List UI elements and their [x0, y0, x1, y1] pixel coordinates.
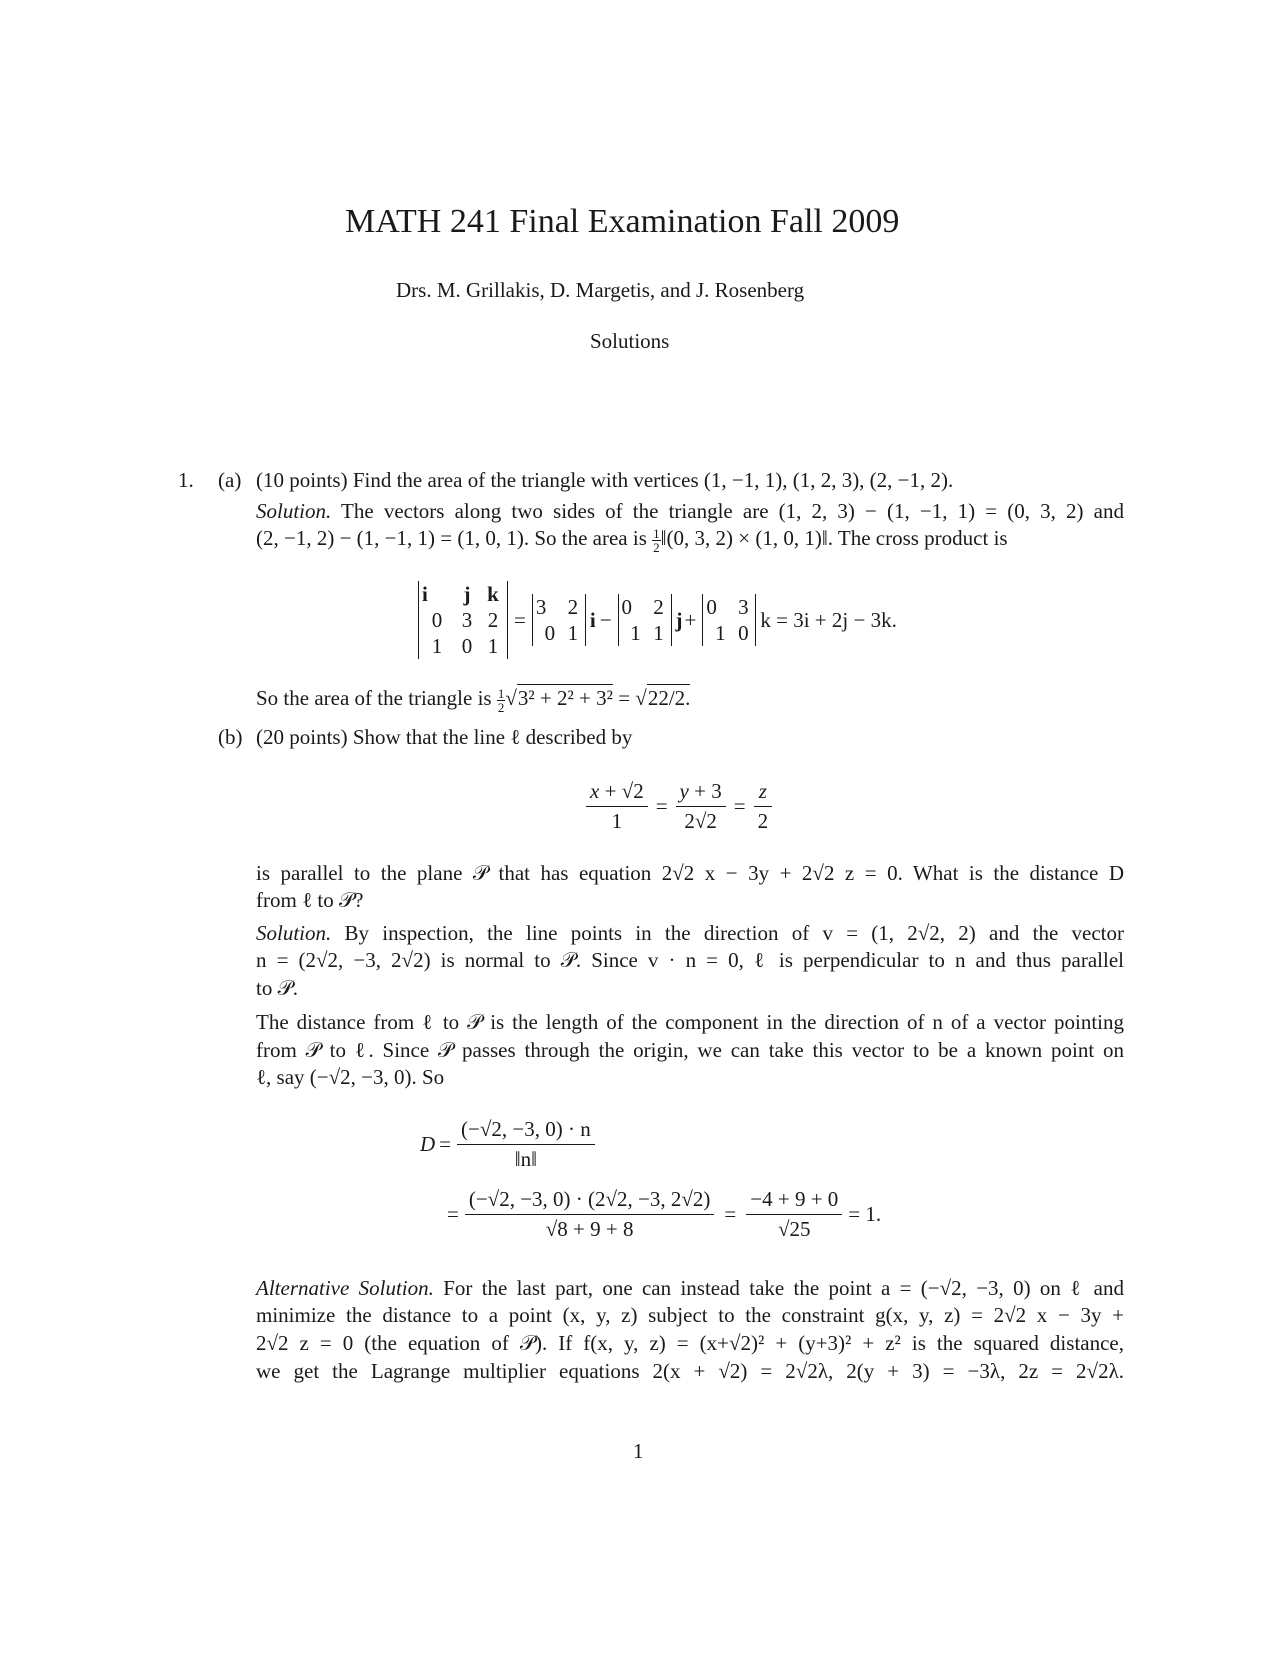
line-equation: $\frac{x + √2}{1}$ = $\frac{y + 3}{2√2}$ = $\frac{z}{2}$: [586, 775, 772, 837]
cross-product-equation: i j k 0 3 2 1 0 1 = 3 2 0 1 i − 0 2 1 1 j + 0 3 1 0 k = 3i + 2j − 3k.: [418, 578, 897, 662]
distance-line2: from 𝒫 to ℓ. Since 𝒫 passes through the origin, we can take this vector to be a known point on: [256, 1038, 1124, 1062]
distance-result: = 1.: [848, 1201, 882, 1226]
part-b-sol-line1: Solution. By inspection, the line points in the direction of v = (1, 2√2, 2) and the vector: [256, 921, 1124, 945]
solution-label: Solution.: [256, 499, 332, 523]
one-half-fraction: $\frac{1}{2}$: [653, 525, 660, 555]
cross-product-result: k = 3i + 2j − 3k.: [760, 607, 897, 632]
distance-eq-row1: D = $\frac{(-√2, -3, 0) \cdot n}{‖n‖}$: [420, 1112, 595, 1176]
distance-eq-row2: = $\frac{(-√2, -3, 0) \cdot (2√2, -3, 2√2)}{√8 + 9 + 8}$ = $\frac{-4 + 9 + 0}{√25}$ = 1.: [447, 1187, 882, 1241]
part-b-sol-line3: to 𝒫.: [256, 976, 298, 1000]
alt-line4: we get the Lagrange multiplier equations 2(x + √2) = 2√2λ, 2(y + 3) = −3λ, 2z = 2√2λ.: [256, 1359, 1124, 1383]
alt-solution-label: Alternative Solution.: [256, 1276, 434, 1300]
distance-line3: ℓ, say (−√2, −3, 0). So: [256, 1065, 445, 1089]
part-b-para1-line2: from ℓ to 𝒫?: [256, 888, 364, 912]
solution-label-b: Solution.: [256, 921, 332, 945]
part-b-para1-line1: is parallel to the plane 𝒫 that has equation 2√2 x − 3y + 2√2 z = 0. What is the distance D: [256, 861, 1124, 885]
alt-line3: 2√2 z = 0 (the equation of 𝒫). If f(x, y, z) = (x+√2)² + (y+3)² + z² is the squared distance,: [256, 1331, 1124, 1355]
part-b-sol-line2: n = (2√2, −3, 2√2) is normal to 𝒫. Since v · n = 0, ℓ is perpendicular to n and thus parallel: [256, 948, 1124, 972]
page-number: 1: [633, 1439, 644, 1463]
determinant-3x3: i j k 0 3 2 1 0 1: [418, 581, 508, 660]
page-title: MATH 241 Final Examination Fall 2009: [345, 203, 900, 240]
part-b-statement: (20 points) Show that the line ℓ described by: [256, 725, 633, 749]
minor-k: 0 3 1 0: [702, 594, 756, 647]
part-b-label: (b): [218, 725, 243, 749]
part-a-label: (a): [218, 468, 242, 492]
alt-line2: minimize the distance to a point (x, y, z) subject to the constraint g(x, y, z) = 2√2 x − 3y +: [256, 1303, 1124, 1327]
minor-i: 3 2 0 1: [532, 594, 586, 647]
subtitle: Solutions: [590, 329, 670, 353]
part-a-statement: (10 points) Find the area of the triangle with vertices (1, −1, 1), (1, 2, 3), (2, −1, 2).: [256, 468, 954, 492]
part-a-area: So the area of the triangle is $\frac{1}{2}$ √3² + 2² + 3² = √22/2.: [256, 685, 691, 715]
distance-line1: The distance from ℓ to 𝒫 is the length of the component in the direction of n of a vector pointing: [256, 1010, 1124, 1034]
authors: Drs. M. Grillakis, D. Margetis, and J. Rosenberg: [396, 278, 805, 302]
part-a-solution-line1: Solution. The vectors along two sides of the triangle are (1, 2, 3) − (1, −1, 1) = (0, 3, 2) and: [256, 499, 1124, 523]
minor-j: 0 2 1 1: [618, 594, 672, 647]
problem-number: 1.: [178, 468, 194, 492]
alt-line1: Alternative Solution. For the last part, one can instead take the point a = (−√2, −3, 0) on ℓ and: [256, 1276, 1124, 1300]
part-a-solution-line2: (2, −1, 2) − (1, −1, 1) = (1, 0, 1). So the area is $\frac{1}{2}$ ‖(0, 3, 2) × (1, 0, 1)‖. The cross product is: [256, 525, 1008, 555]
